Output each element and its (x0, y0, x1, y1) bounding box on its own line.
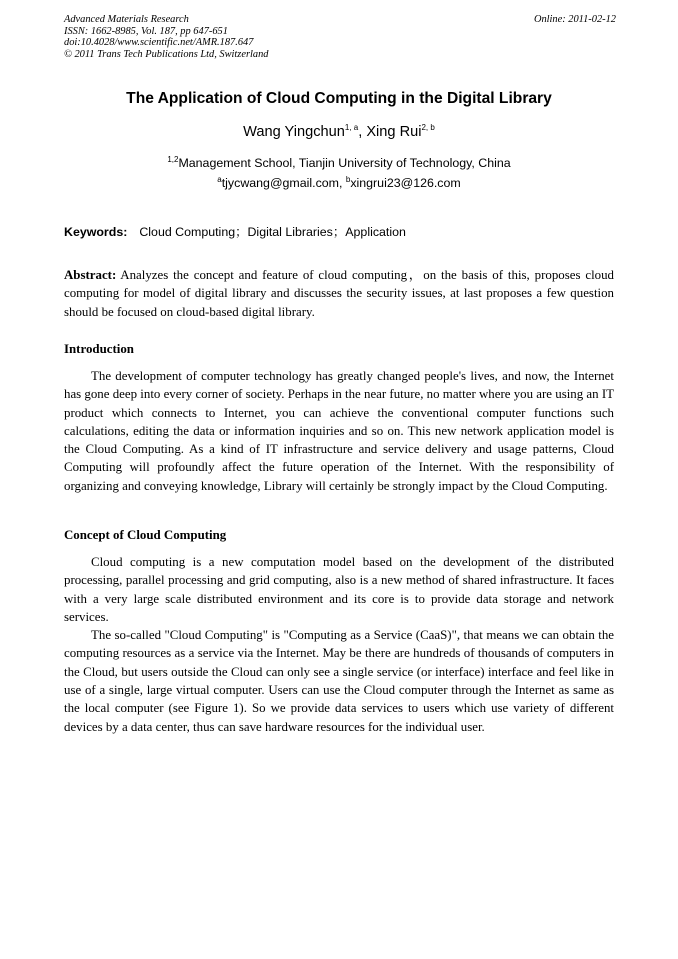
author-line (0, 124, 678, 140)
journal-copyright: © 2011 Trans Tech Publications Ltd, Switzerland (64, 48, 269, 60)
author-2: Xing Rui (366, 124, 422, 140)
abstract-text: Analyzes the concept and feature of cloud computing，on the basis of this, proposes cloud computing for model of digital library and discusses the security issues, at last proposes a few question should be focused on cloud-based digital library. (64, 268, 614, 319)
introduction-section (64, 367, 614, 495)
concept-paragraph-1: Cloud computing is a new computation model based on the development of the distributed processing, parallel processing and grid computing, also is a new method of shared infrastructure. It faces with a very large scale distributed environment and its core is to provide data storage and network services. (64, 555, 614, 624)
author-separator: , (358, 124, 367, 140)
affiliation (0, 156, 678, 170)
affiliation-text: Management School, Tianjin University of Technology, China (178, 156, 511, 170)
paper-title: The Application of Cloud Computing in the Digital Library (126, 90, 552, 107)
keywords-text: Cloud Computing；Digital Libraries；Application (139, 225, 406, 239)
keywords-label: Keywords: (64, 225, 128, 239)
introduction-heading: Introduction (64, 342, 134, 356)
email-a-superscript: a (217, 174, 222, 184)
journal-issn: ISSN: 1662-8985, Vol. 187, pp 647-651 (64, 25, 228, 37)
concept-paragraph-2: The so-called "Cloud Computing" is "Computing as a Service (CaaS)", that means we can obtain the computing resources as a service via the Internet. May be there are hundreds of thousands of computers in the Cloud, but users outside the Cloud can only see a single service (or interface) interface and feel like in use of a single, large virtual computer. Users can use the Cloud computer through the Internet as same as the local computer (see Figure 1). So we provide data services to users which use variety of different devices by a data center, thus can save hardware resources for the individual user. (64, 628, 614, 734)
journal-doi: doi:10.4028/www.scientific.net/AMR.187.647 (64, 37, 254, 49)
concept-section (64, 553, 614, 736)
journal-header (64, 14, 616, 60)
journal-name: Advanced Materials Research (64, 14, 189, 25)
keywords (64, 222, 616, 240)
author-1-superscript: 1, a (344, 123, 359, 133)
introduction-paragraph: The development of computer technology has greatly changed people's lives, and now, the Internet has gone deep into every corner of society. Perhaps in the near future, no matter where you are using an IT product which connects to Internet, you can achieve the conventional computer functions such calculations, editing the data or information inquiries and so on. This new network application model is the Cloud Computing. As a kind of IT infrastructure and service delivery and usage patterns, Cloud Computing will profoundly affect the future operation of the Internet. With the responsibility of organizing and conveying knowledge, Library will certainly be strongly impact by the Cloud Computing. (64, 369, 614, 493)
abstract-label: Abstract: (64, 268, 117, 282)
affiliation-superscript: 1,2 (167, 154, 179, 164)
email-b-superscript: b (345, 174, 351, 184)
email-b: xingrui23@126.com (350, 176, 461, 190)
author-1: Wang Yingchun (243, 124, 345, 140)
email-a: tjycwang@gmail.com, (221, 176, 346, 190)
author-emails (0, 176, 678, 190)
author-2-superscript: 2, b (421, 123, 435, 133)
concept-heading: Concept of Cloud Computing (64, 528, 227, 542)
online-date: Online: 2011-02-12 (533, 14, 616, 25)
abstract (64, 266, 614, 321)
